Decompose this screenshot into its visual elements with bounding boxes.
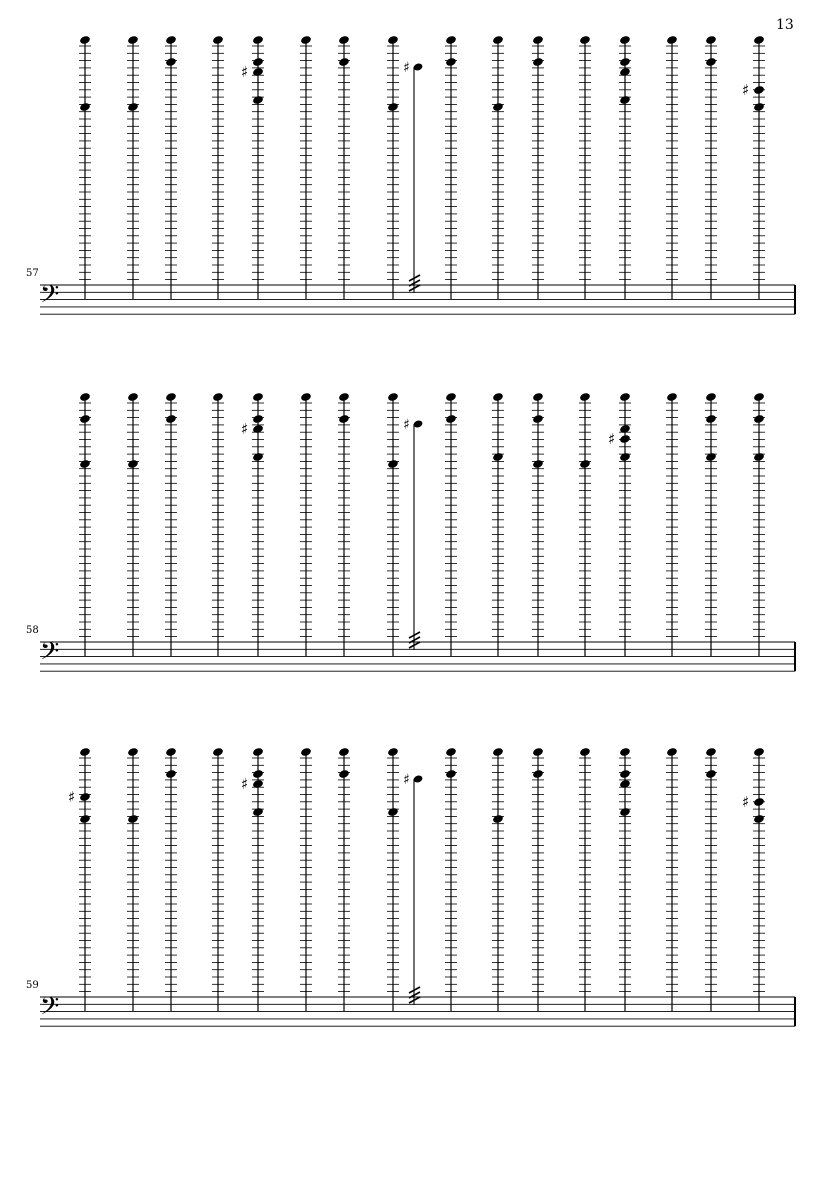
- notehead: [666, 392, 678, 402]
- notehead: [79, 35, 91, 45]
- notehead: [338, 747, 350, 757]
- notehead: [165, 392, 177, 402]
- notehead: [387, 35, 399, 45]
- notehead: [666, 747, 678, 757]
- notehead: [619, 452, 631, 462]
- notehead: [492, 747, 504, 757]
- notehead: [79, 459, 91, 469]
- notehead: [387, 392, 399, 402]
- notehead: [532, 35, 544, 45]
- notehead: [579, 392, 591, 402]
- notehead: [212, 747, 224, 757]
- system-2: [0, 357, 835, 687]
- sharp-icon: ♯: [742, 793, 750, 811]
- sharp-icon: ♯: [68, 788, 76, 806]
- bass-clef-icon: 𝄢: [40, 992, 60, 1027]
- notehead: [445, 57, 457, 67]
- notehead: [79, 392, 91, 402]
- notehead: [338, 769, 350, 779]
- notehead: [79, 414, 91, 424]
- notehead: [127, 459, 139, 469]
- notehead: [252, 392, 264, 402]
- page-number: 13: [776, 17, 794, 33]
- notehead: [300, 747, 312, 757]
- sharp-icon: ♯: [403, 772, 410, 788]
- notehead: [445, 747, 457, 757]
- notehead: [338, 35, 350, 45]
- notehead: [338, 392, 350, 402]
- notehead: [127, 814, 139, 824]
- notehead: [252, 35, 264, 45]
- sharp-icon: ♯: [403, 60, 410, 76]
- notehead: [532, 769, 544, 779]
- notehead: [387, 459, 399, 469]
- notehead: [619, 769, 631, 779]
- notehead: [252, 769, 264, 779]
- notehead: [252, 452, 264, 462]
- notehead: [252, 807, 264, 817]
- notehead: [579, 459, 591, 469]
- notehead: [79, 814, 91, 824]
- bass-clef-icon: 𝄢: [40, 280, 60, 315]
- notehead: [338, 57, 350, 67]
- sharp-icon: ♯: [403, 417, 410, 433]
- notehead: [165, 57, 177, 67]
- notehead: [79, 747, 91, 757]
- notehead: [753, 102, 765, 112]
- notehead: [619, 392, 631, 402]
- notehead: [387, 747, 399, 757]
- notehead: [705, 35, 717, 45]
- notehead: [753, 797, 765, 807]
- notehead: [212, 35, 224, 45]
- notehead: [705, 452, 717, 462]
- notehead: [705, 769, 717, 779]
- notehead: [127, 747, 139, 757]
- notehead: [79, 102, 91, 112]
- notehead: [753, 414, 765, 424]
- notehead: [532, 459, 544, 469]
- notehead: [387, 102, 399, 112]
- notehead: [619, 57, 631, 67]
- notehead: [387, 807, 399, 817]
- notehead: [532, 414, 544, 424]
- system-3: [0, 712, 835, 1042]
- staff: [0, 357, 835, 687]
- notehead: [753, 85, 765, 95]
- notehead: [165, 414, 177, 424]
- sharp-icon: ♯: [241, 63, 249, 81]
- notehead: [445, 392, 457, 402]
- notehead: [579, 35, 591, 45]
- notehead: [252, 95, 264, 105]
- notehead: [445, 35, 457, 45]
- notehead: [705, 747, 717, 757]
- notehead: [492, 814, 504, 824]
- notehead: [705, 414, 717, 424]
- staff: [0, 0, 835, 330]
- notehead: [532, 747, 544, 757]
- sharp-icon: ♯: [241, 775, 249, 793]
- system-1: [0, 0, 835, 330]
- notehead: [492, 102, 504, 112]
- notehead: [705, 392, 717, 402]
- notehead: [445, 414, 457, 424]
- notehead: [492, 392, 504, 402]
- notehead: [127, 392, 139, 402]
- notehead: [252, 747, 264, 757]
- sharp-icon: ♯: [241, 420, 249, 438]
- notehead: [619, 95, 631, 105]
- measure-number: 58: [26, 625, 39, 636]
- notehead: [127, 35, 139, 45]
- notehead: [619, 807, 631, 817]
- staff: [0, 712, 835, 1042]
- notehead: [445, 769, 457, 779]
- notehead: [753, 452, 765, 462]
- measure-number: 59: [26, 980, 39, 991]
- sharp-icon: ♯: [608, 430, 616, 448]
- notehead: [579, 747, 591, 757]
- notehead: [666, 35, 678, 45]
- notehead: [165, 769, 177, 779]
- notehead: [619, 434, 631, 444]
- notehead: [165, 35, 177, 45]
- notehead: [252, 414, 264, 424]
- notehead: [212, 392, 224, 402]
- notehead: [492, 452, 504, 462]
- notehead: [619, 747, 631, 757]
- notehead: [492, 35, 504, 45]
- notehead: [338, 414, 350, 424]
- notehead: [300, 35, 312, 45]
- sharp-icon: ♯: [742, 81, 750, 99]
- notehead: [532, 392, 544, 402]
- notehead: [79, 792, 91, 802]
- measure-number: 57: [26, 268, 39, 279]
- notehead: [753, 747, 765, 757]
- bass-clef-icon: 𝄢: [40, 637, 60, 672]
- notehead: [165, 747, 177, 757]
- notehead: [532, 57, 544, 67]
- notehead: [300, 392, 312, 402]
- notehead: [753, 35, 765, 45]
- notehead: [127, 102, 139, 112]
- notehead: [619, 35, 631, 45]
- notehead: [753, 814, 765, 824]
- notehead: [753, 392, 765, 402]
- notehead: [705, 57, 717, 67]
- notehead: [252, 57, 264, 67]
